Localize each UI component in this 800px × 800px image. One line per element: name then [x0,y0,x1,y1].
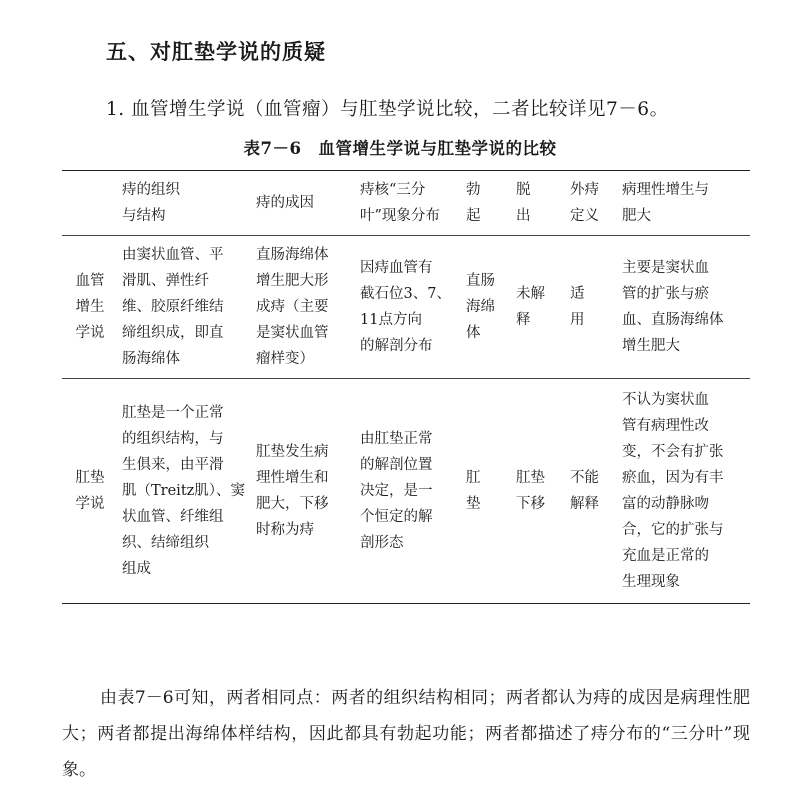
comparison-table [62,170,750,604]
cell-pathological-hyperplasia: 不认为窦状血 管有病理性改 变，不会有扩张 瘀血，因为有丰 富的动静脉吻 合，它的扩张与 充血是正常的 生理现象 [618,379,750,604]
table-header-row [62,171,750,236]
table-caption: 表7－6 血管增生学说与肛垫学说的比较 [243,139,557,158]
cell-erection: 肛 垫 [462,379,512,604]
header-prolapse: 脱 出 [516,182,531,224]
cell-three-lobe-distribution: 由肛垫正常 的解剖位置 决定，是一 个恒定的解 剖形态 [356,379,462,604]
cell-prolapse: 肛垫 下移 [512,379,566,604]
header-external-hemorrhoid-definition: 外痔 定义 [570,182,599,224]
cell-external-hemorrhoid-definition: 适 用 [566,236,618,379]
cell-cause: 直肠海绵体 增生肥大形 成痔（主要 是窦状血管 瘤样变） [252,236,356,379]
cell-erection: 直肠 海绵 体 [462,236,512,379]
header-tissue-structure: 痔的组织 与结构 [122,182,180,224]
header-pathological-hyperplasia: 病理性增生与 肥大 [622,182,709,224]
cell-prolapse: 未解 释 [512,236,566,379]
table-row-anal-cushion [62,379,750,604]
intro-paragraph: 1. 血管增生学说（血管瘤）与肛垫学说比较，二者比较详见7－6。 [106,99,669,120]
cell-three-lobe-distribution: 因痔血管有 截石位3、7、 11点方向 的解剖分布 [356,236,462,379]
section-heading: 五、对肛垫学说的质疑 [106,39,326,64]
cell-external-hemorrhoid-definition: 不能 解释 [566,379,618,604]
cell-tissue-structure: 由窦状血管、平 滑肌、弹性纤 维、胶原纤维结 缔组织成，即直 肠海绵体 [118,236,252,379]
table-row-vascular-hyperplasia [62,236,750,379]
cell-tissue-structure: 肛垫是一个正常 的组织结构，与 生俱来，由平滑 肌（Treitz肌）、窦 状血管、纤维组 织、结缔组织 组成 [118,379,252,604]
row-theory-name: 肛垫 学说 [62,379,118,604]
header-cell-empty [62,171,118,236]
header-cause: 痔的成因 [256,195,314,211]
header-erection: 勃 起 [466,182,481,224]
row-theory-name: 血管 增生 学说 [62,236,118,379]
body-paragraph: 由表7－6可知，两者相同点：两者的组织结构相同；两者都认为痔的成因是病理性肥大；两者都提出海绵体样结构，因此都具有勃起功能；两者都描述了痔分布的“三分叶”现象。 [62,688,750,780]
cell-cause: 肛垫发生病 理性增生和 肥大，下移 时称为痔 [252,379,356,604]
cell-pathological-hyperplasia: 主要是窦状血 管的扩张与瘀 血、直肠海绵体 增生肥大 [618,236,750,379]
header-three-lobe-distribution: 痔核“三分 叶”现象分布 [360,182,440,224]
